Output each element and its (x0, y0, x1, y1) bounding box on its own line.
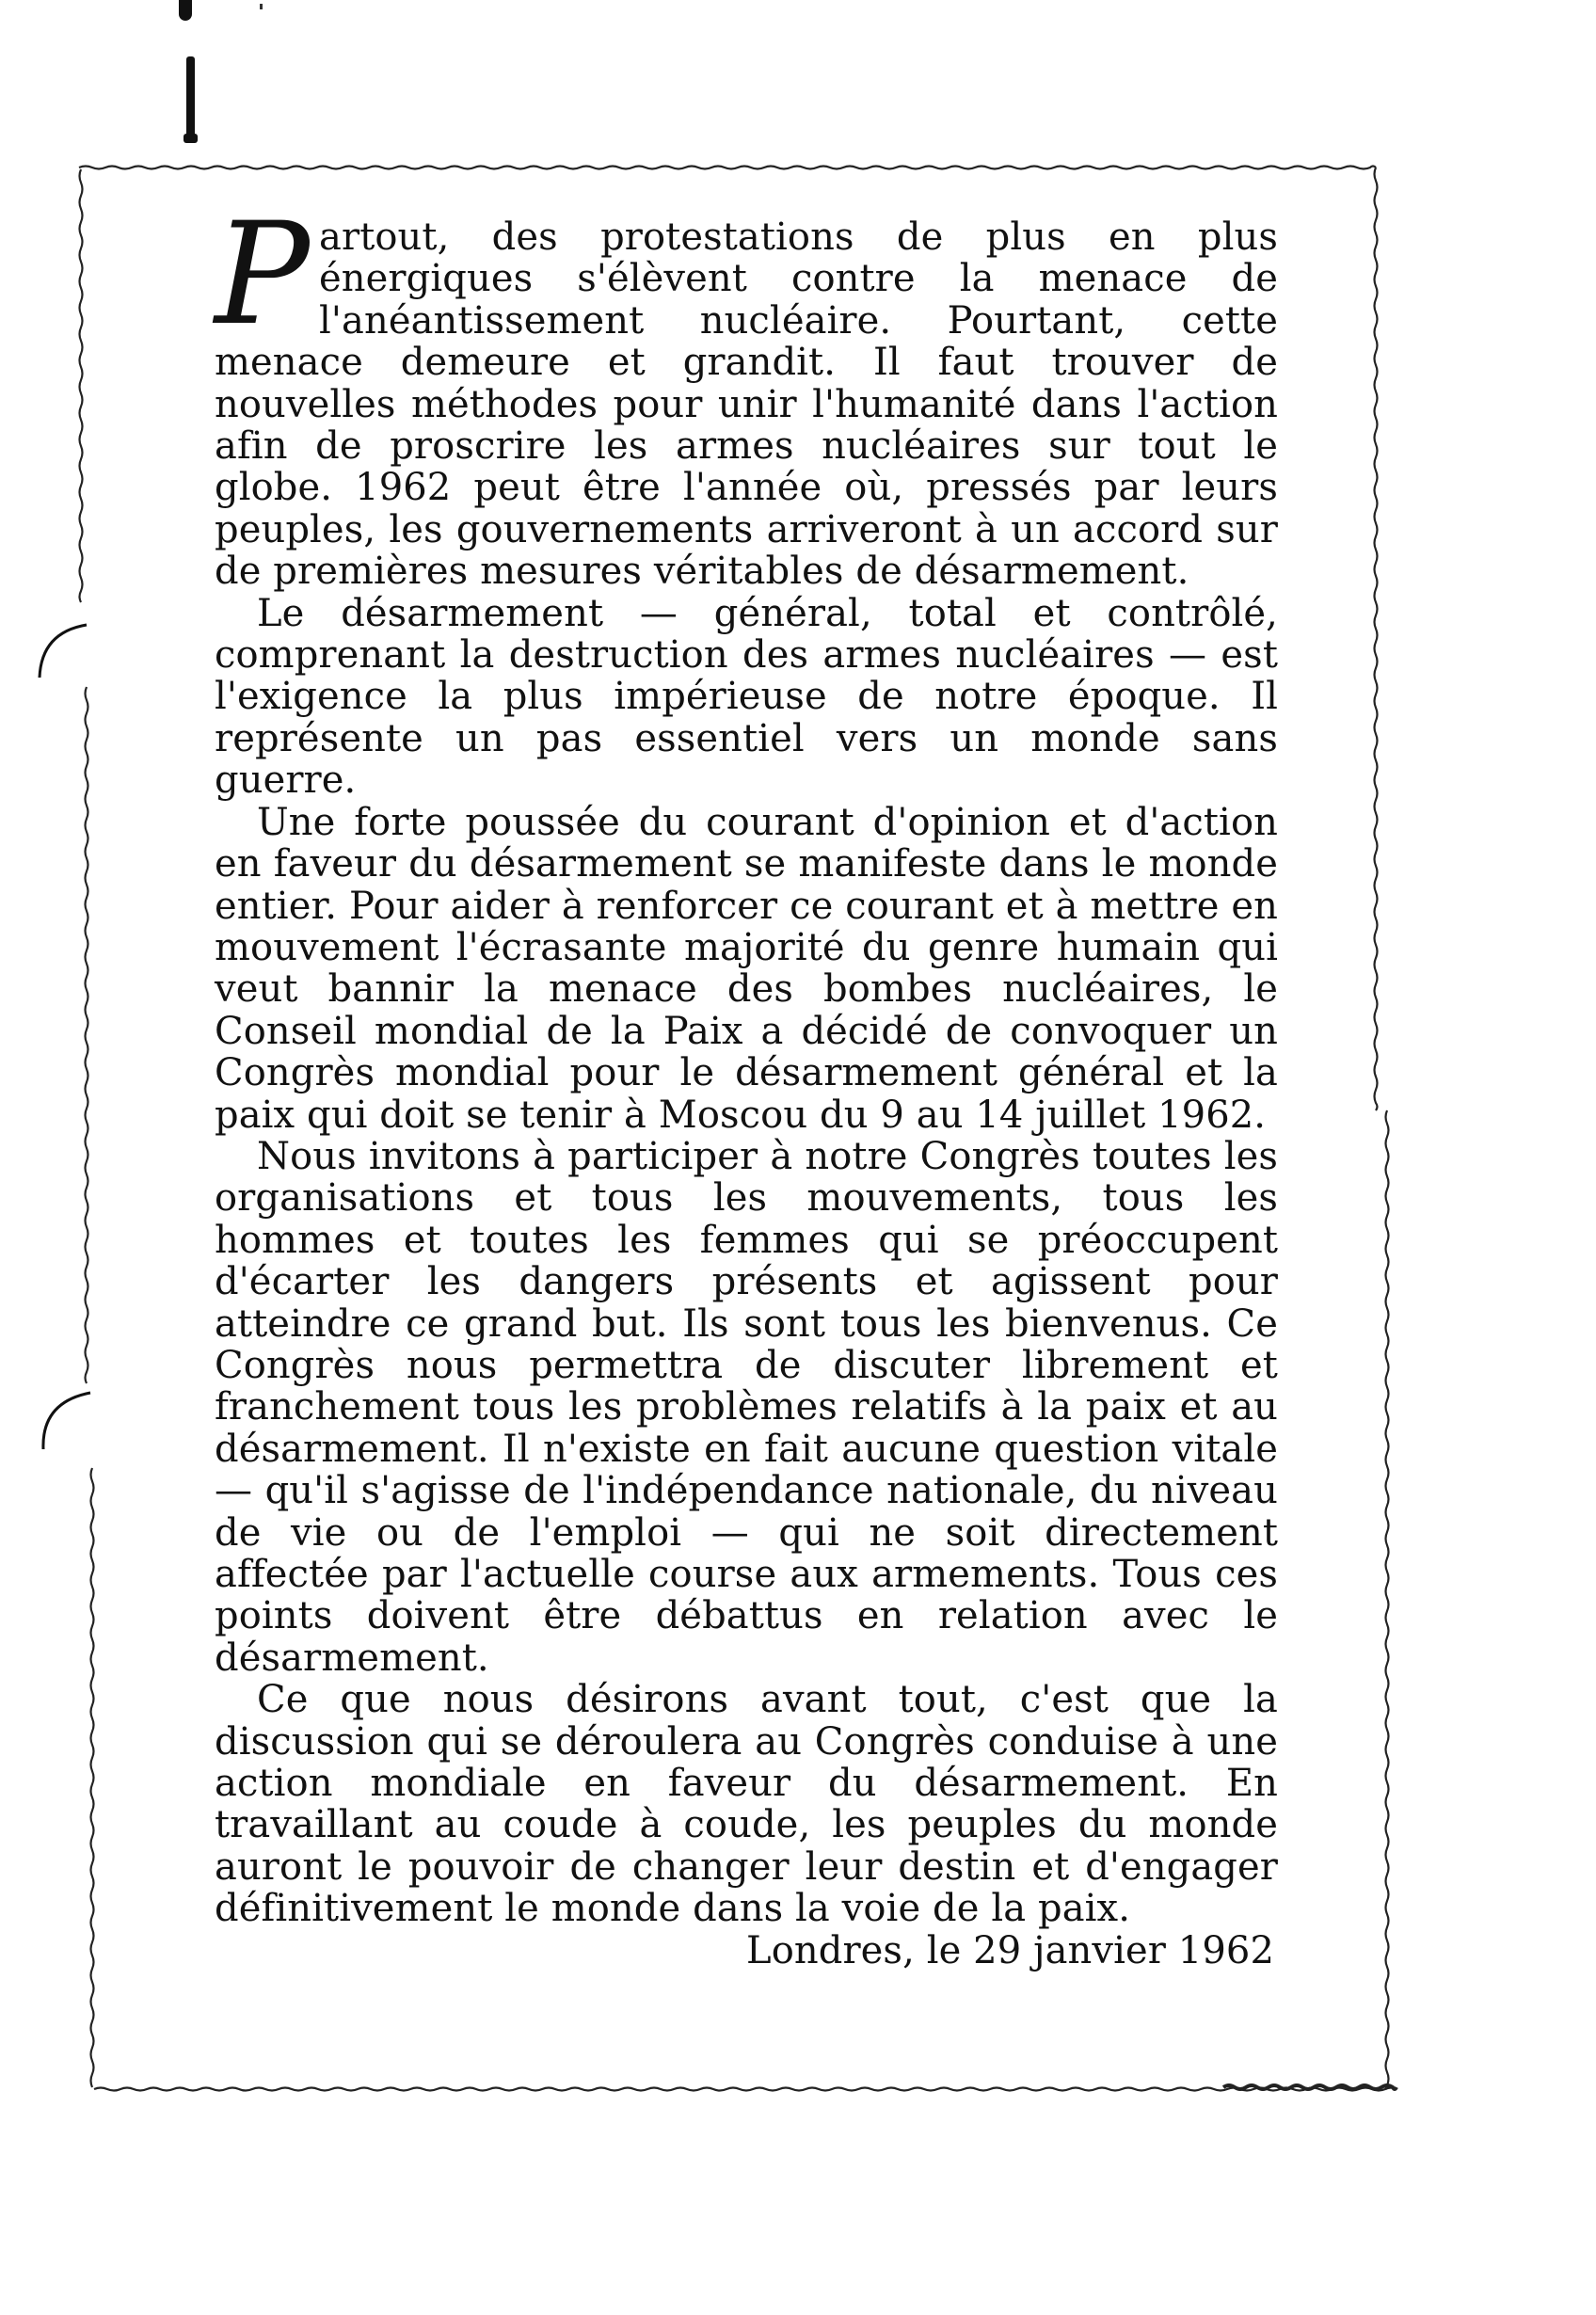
paragraph-1-text: artout, des protestations de plus en plus énergiques s'élèvent contre la menace de l'anéantissement nucléaire. Pourtant, cette menace demeure et grandit. Il faut trouver de nouvelles méthodes pour unir l'humanité dans l'action afin de proscrire les armes nucléaires sur tout le globe. 1962 peut être l'année où, pressés par leurs peuples, les gouvernements arriveront à un accord sur de premières mesures véritables de désarmement. (215, 216, 1278, 594)
frame-right-edge-upper (1375, 168, 1378, 1110)
binder-hole-mark-lower (43, 1393, 90, 1449)
frame-left-edge-lower (91, 1468, 94, 2087)
frame-bottom-flourish (1223, 2085, 1396, 2089)
frame-top-edge (79, 167, 1376, 169)
paragraph-3: Une forte poussée du courant d'opinion et d'action en faveur du désarmement se manifeste dans le monde entier. Pour aider à renforcer ce courant et à mettre en mouvement l'écrasante majorité du genre humain qui veut bannir la menace des bombes nucléaires, le Conseil mondial de la Paix a décidé de convoquer un Congrès mondial pour le désarmement général et la paix qui doit se tenir à Moscou du 9 au 14 juillet 1962. (215, 800, 1278, 1137)
drop-cap: P (215, 193, 311, 357)
paragraph-1 (215, 193, 1278, 594)
signature-line: Londres, le 29 janvier 1962 (746, 1928, 1274, 1972)
binder-hole-mark-upper (40, 625, 87, 678)
letter-body (215, 193, 1278, 1972)
paragraph-5: Ce que nous désirons avant tout, c'est que la discussion qui se déroulera au Congrès conduise à une action mondiale en faveur du désarmement. En travaillant au coude à coude, les peuples du monde auront le pouvoir de changer leur destin et d'engager définitivement le monde dans la voie de la paix. (215, 1678, 1278, 1931)
paragraph-4: Nous invitons à participer à notre Congrès toutes les organisations et tous les mouvements, tous les hommes et toutes les femmes qui se préoccupent d'écarter les dangers présents et agissent pour atteindre ce grand but. Ils sont tous les bienvenus. Ce Congrès nous permettra de discuter librement et franchement tous les problèmes relatifs à la paix et au désarmement. Il n'existe en fait aucune question vitale — qu'il s'agisse de l'indépendance nationale, du niveau de vie ou de l'emploi — qui ne soit directement affectée par l'actuelle course aux armements. Tous ces points doivent être débattus en relation avec le désarmement. (215, 1134, 1278, 1680)
frame-bottom-edge (94, 2088, 1396, 2091)
frame-left-edge-upper (80, 169, 83, 602)
frame-right-edge-lower (1386, 1110, 1389, 2089)
paragraph-2: Le désarmement — général, total et contrôlé, comprenant la destruction des armes nucléaires — est l'exigence la plus impérieuse de notre époque. Il représente un pas essentiel vers un monde sans guerre. (215, 591, 1278, 803)
frame-left-edge-middle (86, 687, 88, 1383)
